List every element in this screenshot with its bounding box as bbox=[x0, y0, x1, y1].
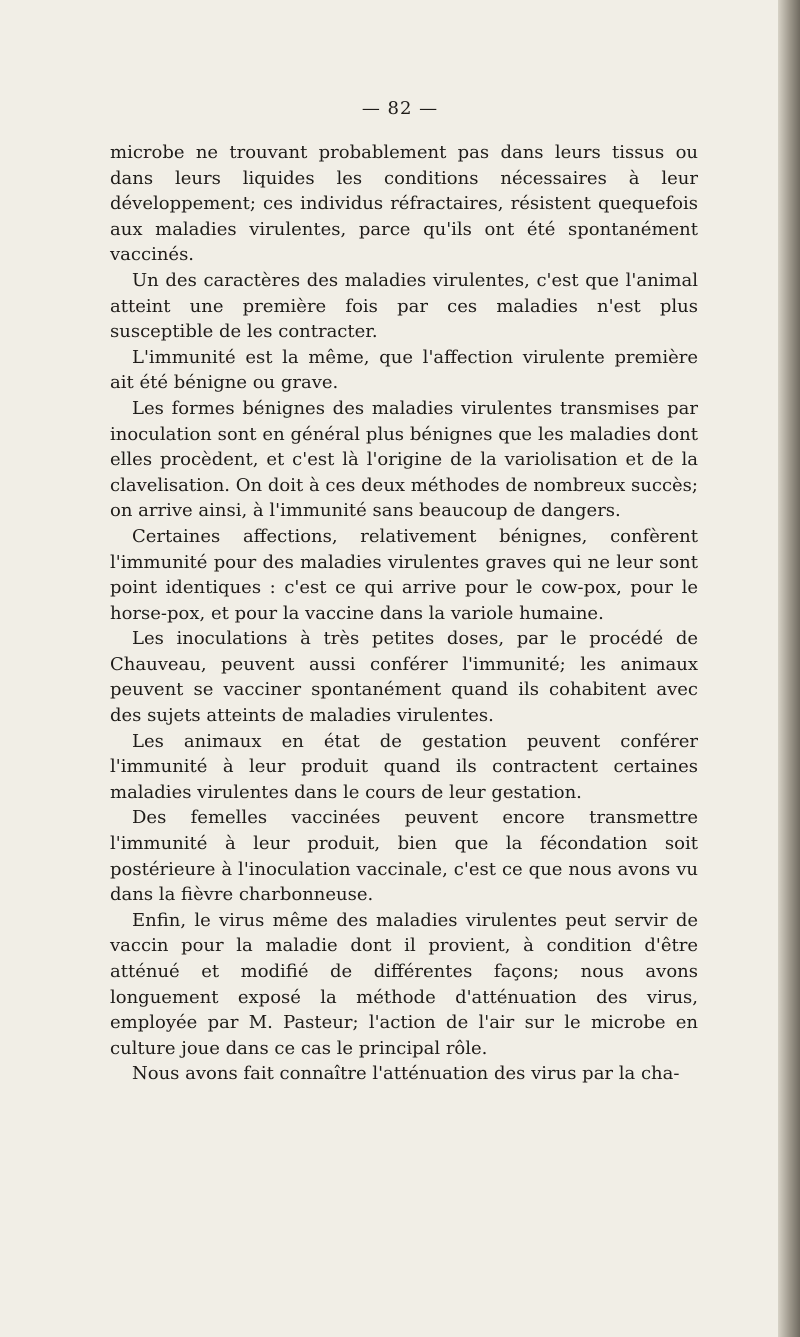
paragraph: L'immunité est la même, que l'affection virulente première ait été bénigne ou grave. bbox=[110, 346, 698, 394]
paragraph: Nous avons fait connaître l'atténuation des virus par la cha- bbox=[132, 1063, 680, 1085]
paragraph: Certaines affections, relativement bénignes, confèrent l'immunité pour des maladies virulentes graves qui ne leur sont point identiques : c'est ce qui arrive pour le cow-pox, pour le horse-pox, et pour la vaccine dans la variole humaine. bbox=[110, 525, 698, 624]
paragraph: Un des caractères des maladies virulentes, c'est que l'animal atteint une première fois par ces maladies n'est plus susceptible de les contracter. bbox=[110, 269, 698, 343]
paragraph: microbe ne trouvant probablement pas dans leurs tissus ou dans leurs liquides les conditions nécessaires à leur développement; ces individus réfractaires, résistent quequefois aux maladies virulentes, parce qu'ils ont été spontanément vaccinés. bbox=[110, 142, 698, 266]
paragraph: Les formes bénignes des maladies virulentes transmises par inoculation sont en général plus bénignes que les maladies dont elles procèdent, et c'est là l'origine de la variolisation et de la clavelisation. On doit à ces deux méthodes de nombreux succès; on arrive ainsi, à l'immunité sans beaucoup de dangers. bbox=[110, 397, 698, 522]
page-number: — 82 — bbox=[361, 98, 439, 119]
page-edge-shadow bbox=[778, 0, 800, 1337]
paragraph: Des femelles vaccinées peuvent encore transmettre l'immunité à leur produit, bien que la fécondation soit postérieure à l'inoculation vaccinale, c'est ce que nous avons vu dans la fièvre charbonneuse. bbox=[110, 807, 698, 906]
paragraph: Les animaux en état de gestation peuvent conférer l'immunité à leur produit quand ils contractent certaines maladies virulentes dans le cours de leur gestation. bbox=[110, 730, 698, 803]
body-text bbox=[110, 140, 698, 1087]
paragraph: Enfin, le virus même des maladies virulentes peut servir de vaccin pour la maladie dont il provient, à condition d'être atténué et modifié de différentes façons; nous avons longuement exposé la méthode d'atténuation des virus, employée par M. Pasteur; l'action de l'air sur le microbe en culture joue dans ce cas le principal rôle. bbox=[110, 909, 698, 1059]
paragraph: Les inoculations à très petites doses, par le procédé de Chauveau, peuvent aussi conférer l'immunité; les animaux peuvent se vacciner spontanément quand ils cohabitent avec des sujets atteints de maladies virulentes. bbox=[110, 628, 698, 727]
